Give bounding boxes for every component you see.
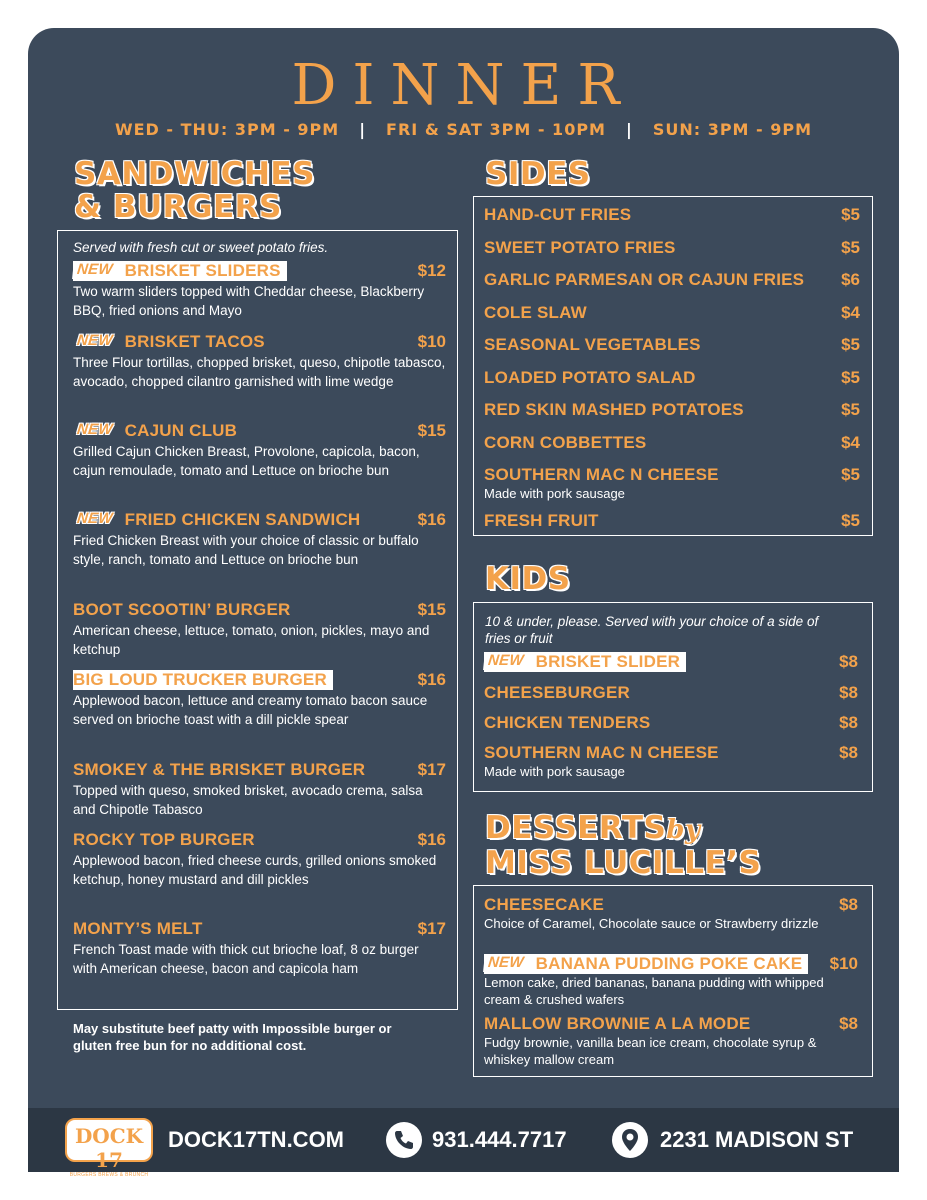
menu-item xyxy=(484,743,858,781)
menu-item-name: CAJUN CLUB xyxy=(124,421,238,440)
menu-item-name: BRISKET SLIDERS xyxy=(124,261,281,280)
menu-item-price: $5 xyxy=(841,465,860,484)
menu-item xyxy=(484,465,860,503)
menu-item xyxy=(484,895,858,933)
sides-box xyxy=(473,196,873,536)
menu-item-price: $5 xyxy=(841,205,860,224)
menu-item xyxy=(484,511,860,531)
menu-item-description: Topped with queso, smoked brisket, avocado crema, salsa and Chipotle Tabasco xyxy=(73,783,423,817)
menu-item-name: RED SKIN MASHED POTATOES xyxy=(484,400,744,419)
menu-item-name: BIG LOUD TRUCKER BURGER xyxy=(73,670,327,689)
menu-card xyxy=(28,28,899,1178)
menu-item xyxy=(73,261,446,320)
logo-subtext: BURGERS BREWS & BRUNCH xyxy=(69,1172,149,1178)
hours-wed-thu: WED - THU: 3PM - 9PM xyxy=(114,120,340,139)
substitution-note: May substitute beef patty with Impossible burger or gluten free bun for no additional cost. xyxy=(73,1021,392,1053)
menu-item-price: $5 xyxy=(841,511,860,530)
menu-item xyxy=(73,760,446,819)
menu-item-name: BRISKET SLIDER xyxy=(535,652,681,671)
phone-icon xyxy=(386,1122,422,1158)
map-pin-icon xyxy=(612,1122,648,1158)
sides-heading: SIDES xyxy=(485,156,591,192)
menu-item-name: LOADED POTATO SALAD xyxy=(484,368,696,387)
menu-item-name: SOUTHERN MAC N CHEESE xyxy=(484,465,719,484)
menu-item xyxy=(484,433,860,453)
menu-item xyxy=(484,368,860,388)
kids-heading: KIDS xyxy=(485,561,571,597)
menu-item-name-row xyxy=(73,919,446,939)
desserts-box xyxy=(473,885,873,1077)
menu-item-price: $17 xyxy=(417,760,446,779)
footer-bar xyxy=(28,1108,899,1178)
menu-item-name: BRISKET TACOS xyxy=(124,332,265,351)
menu-item-price: $8 xyxy=(839,652,858,671)
menu-item-name: BANANA PUDDING POKE CAKE xyxy=(535,954,803,973)
menu-item-name-row xyxy=(484,895,858,915)
menu-item-name-row xyxy=(484,465,860,485)
menu-item xyxy=(484,652,858,672)
hours-bar xyxy=(28,120,899,139)
menu-item-price: $17 xyxy=(417,919,446,938)
menu-item-name: CHICKEN TENDERS xyxy=(484,713,651,732)
menu-item xyxy=(484,954,858,1008)
dock17-logo xyxy=(65,1118,153,1178)
logo-text: DOCK 17 xyxy=(74,1124,144,1172)
new-badge: NEW xyxy=(483,954,529,972)
menu-item-name-row xyxy=(73,600,446,620)
menu-item-name: FRIED CHICKEN SANDWICH xyxy=(124,510,361,529)
menu-item-price: $16 xyxy=(417,510,446,529)
menu-item-description: Fried Chicken Breast with your choice of classic or buffalo style, ranch, tomato and Lettuce on brioche bun xyxy=(73,533,419,567)
menu-item-description: Lemon cake, dried bananas, banana pudding with whipped cream & crushed wafers xyxy=(484,975,824,1007)
menu-item-name-row xyxy=(73,261,287,281)
hours-separator: | xyxy=(625,120,633,139)
website-link[interactable]: DOCK17TN.COM xyxy=(168,1127,345,1152)
menu-item-price: $16 xyxy=(417,670,446,689)
menu-item xyxy=(484,303,860,323)
new-badge: NEW xyxy=(72,261,118,279)
menu-item-name: FRESH FRUIT xyxy=(484,511,599,530)
menu-item-price: $4 xyxy=(841,433,860,452)
menu-item xyxy=(484,270,860,290)
menu-item xyxy=(484,400,860,420)
menu-item xyxy=(73,332,446,391)
menu-item-price: $8 xyxy=(839,713,858,732)
menu-item-name: HAND-CUT FRIES xyxy=(484,205,632,224)
menu-item-name: COLE SLAW xyxy=(484,303,587,322)
desserts-heading-by: by xyxy=(666,815,701,845)
menu-item-name: SOUTHERN MAC N CHEESE xyxy=(484,743,719,762)
menu-item-price: $8 xyxy=(839,743,858,762)
menu-item-name-row xyxy=(484,270,860,290)
menu-item-description: Fudgy brownie, vanilla bean ice cream, chocolate syrup & whiskey mallow cream xyxy=(484,1035,817,1067)
menu-item-price: $15 xyxy=(417,600,446,619)
sandwiches-heading xyxy=(74,158,315,224)
page-title: DINNER xyxy=(291,53,636,118)
menu-item-price: $8 xyxy=(839,895,858,914)
menu-item-name: MONTY’S MELT xyxy=(73,919,203,938)
menu-item-name: ROCKY TOP BURGER xyxy=(73,830,255,849)
menu-item-name-row xyxy=(484,511,860,531)
menu-item-description: French Toast made with thick cut brioche loaf, 8 oz burger with American cheese, bacon and capicola ham xyxy=(73,942,419,976)
menu-item-price: $8 xyxy=(839,683,858,702)
menu-item-description: Two warm sliders topped with Cheddar cheese, Blackberry BBQ, fried onions and Mayo xyxy=(73,284,425,318)
new-badge: NEW xyxy=(76,510,114,527)
hours-separator: | xyxy=(359,120,367,139)
new-badge: NEW xyxy=(483,652,529,670)
desserts-heading xyxy=(485,812,761,880)
menu-item-description: Choice of Caramel, Chocolate sauce or Strawberry drizzle xyxy=(484,916,819,931)
menu-item-price: $5 xyxy=(841,238,860,257)
phone-number[interactable]: 931.444.7717 xyxy=(432,1127,567,1152)
menu-item-price: $16 xyxy=(417,830,446,849)
desserts-heading-line1: DESSERTS xyxy=(485,810,667,846)
menu-item-price: $5 xyxy=(841,335,860,354)
menu-item xyxy=(73,600,446,659)
menu-item-name: CHEESEBURGER xyxy=(484,683,630,702)
menu-item-name-row xyxy=(73,421,446,441)
menu-item-name: BOOT SCOOTIN’ BURGER xyxy=(73,600,291,619)
menu-item-name-row xyxy=(73,332,446,352)
menu-item xyxy=(73,670,446,729)
sandwiches-note: Served with fresh cut or sweet potato fries. xyxy=(73,240,329,255)
menu-item-name-row xyxy=(73,760,446,780)
address: 2231 MADISON ST xyxy=(660,1127,854,1152)
menu-item-name-row xyxy=(73,510,446,530)
menu-item-price: $10 xyxy=(829,954,858,973)
menu-item-name-row xyxy=(484,238,860,258)
hours-fri-sat: FRI & SAT 3PM - 10PM xyxy=(386,120,606,139)
menu-item-price: $5 xyxy=(841,400,860,419)
menu-item-name-row xyxy=(484,205,860,225)
kids-box xyxy=(473,602,873,792)
menu-item-name: MALLOW BROWNIE A LA MODE xyxy=(484,1014,751,1033)
menu-item xyxy=(73,830,446,889)
menu-item-name-row xyxy=(484,335,860,355)
menu-item-name: SWEET POTATO FRIES xyxy=(484,238,676,257)
menu-item-price: $5 xyxy=(841,368,860,387)
new-badge: NEW xyxy=(76,332,114,349)
menu-item-price: $15 xyxy=(417,421,446,440)
menu-item-name-row xyxy=(484,743,858,763)
menu-item xyxy=(484,683,858,703)
menu-item xyxy=(73,421,446,480)
menu-item-name-row xyxy=(484,652,686,672)
menu-item xyxy=(484,205,860,225)
menu-item-description: Three Flour tortillas, chopped brisket, queso, chipotle tabasco, avocado, chopped cilantro garnished with lime wedge xyxy=(73,355,446,389)
menu-item-price: $12 xyxy=(417,261,446,280)
desserts-heading-line2: MISS LUCILLE’S xyxy=(485,845,762,881)
menu-item-description: Made with pork sausage xyxy=(484,486,625,501)
sandwiches-heading-line1: SANDWICHES xyxy=(74,156,315,192)
menu-item xyxy=(484,713,858,733)
sandwiches-box xyxy=(57,230,458,1010)
menu-item xyxy=(484,335,860,355)
menu-item xyxy=(484,238,860,258)
menu-item-name-row xyxy=(484,683,858,703)
menu-item-description: Grilled Cajun Chicken Breast, Provolone, capicola, bacon, cajun remoulade, tomato and Lettuce on brioche bun xyxy=(73,444,420,478)
sandwiches-heading-line2: & BURGERS xyxy=(74,189,282,225)
menu-item-name: SMOKEY & THE BRISKET BURGER xyxy=(73,760,366,779)
menu-item-price: $6 xyxy=(841,270,860,289)
menu-item-description: Applewood bacon, fried cheese curds, grilled onions smoked ketchup, honey mustard and dill pickles xyxy=(73,853,437,887)
menu-item xyxy=(73,919,446,978)
menu-item-price: $10 xyxy=(417,332,446,351)
menu-item-price: $4 xyxy=(841,303,860,322)
new-badge: NEW xyxy=(76,421,114,438)
menu-item-name: CORN COBBETTES xyxy=(484,433,647,452)
menu-item xyxy=(484,1014,858,1068)
menu-item-name-row xyxy=(484,1014,858,1034)
menu-item xyxy=(73,510,446,569)
kids-note: 10 & under, please. Served with your choice of a side of fries or fruit xyxy=(485,614,819,646)
menu-item-name-row xyxy=(73,830,446,850)
menu-item-price: $8 xyxy=(839,1014,858,1033)
menu-item-name-row xyxy=(484,303,860,323)
menu-item-name-row xyxy=(484,713,858,733)
menu-item-name-row xyxy=(484,368,860,388)
menu-item-description: Applewood bacon, lettuce and creamy tomato bacon sauce served on brioche toast with a dill pickle spear xyxy=(73,693,428,727)
menu-item-name: CHEESECAKE xyxy=(484,895,605,914)
menu-item-name-row xyxy=(484,400,860,420)
hours-sun: SUN: 3PM - 9PM xyxy=(652,120,813,139)
menu-item-description: Made with pork sausage xyxy=(484,764,625,779)
menu-item-name: GARLIC PARMESAN OR CAJUN FRIES xyxy=(484,270,805,289)
menu-item-name-row xyxy=(484,954,808,974)
menu-item-name-row xyxy=(484,433,860,453)
menu-item-name-row xyxy=(73,670,333,690)
menu-item-name: SEASONAL VEGETABLES xyxy=(484,335,701,354)
menu-item-description: American cheese, lettuce, tomato, onion, pickles, mayo and ketchup xyxy=(73,623,430,657)
